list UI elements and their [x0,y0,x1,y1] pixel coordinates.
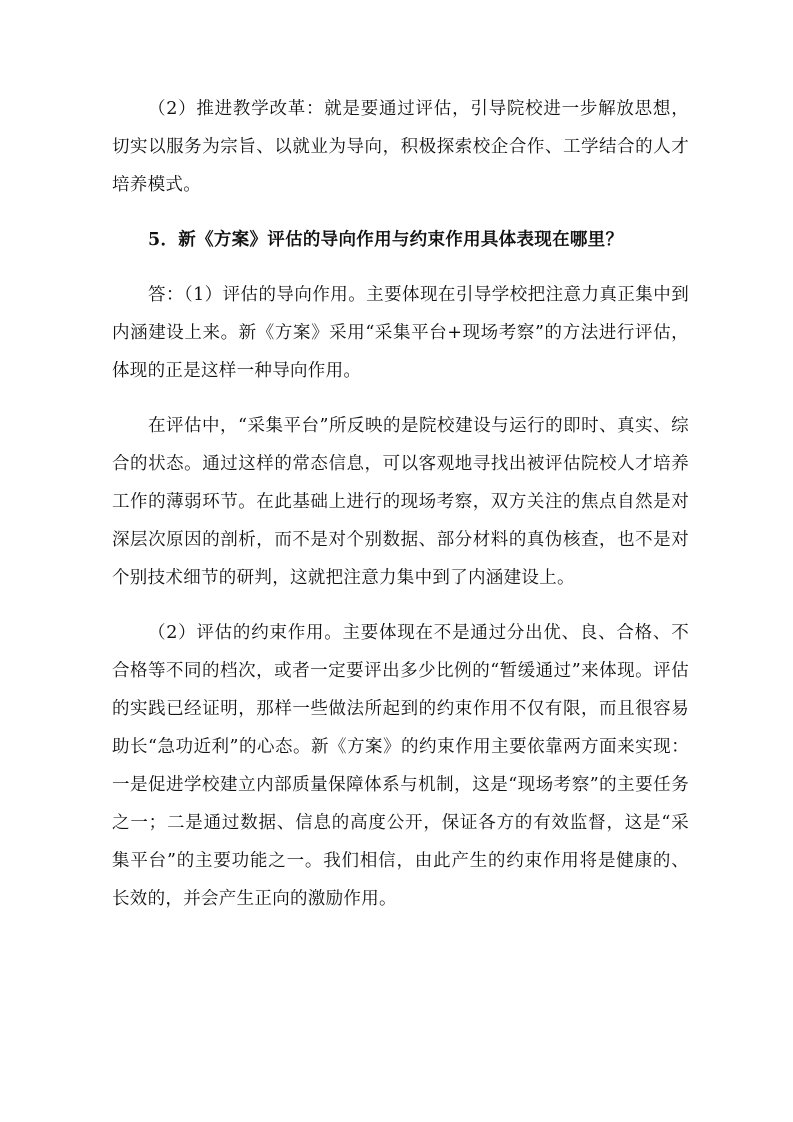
paragraph-guiding-role: 答：（1）评估的导向作用。主要体现在引导学校把注意力真正集中到内涵建设上来。新《方案》采用“采集平台+现场考察”的方法进行评估，体现的正是这样一种导向作用。 [112,285,689,381]
paragraph-teaching-reform: （2）推进教学改革：就是要通过评估，引导院校进一步解放思想，切实以服务为宗旨、以就业为导向，积极探索校企合作、工学结合的人才培养模式。 [112,99,689,195]
paragraph-constraint-role: （2）评估的约束作用。主要体现在不是通过分出优、良、合格、不合格等不同的档次，或者一定要评出多少比例的“暂缓通过”来体现。评估的实践已经证明，那样一些做法所起到的约束作用不仅有限，而且很容易助长“急功近利”的心态。新《方案》的约束作用主要依靠两方面来实现：一是促进学校建立内部质量保障体系与机制，这是“现场考察”的主要任务之一；二是通过数据、信息的高度公开，保证各方的有效监督，这是“采集平台”的主要功能之一。我们相信，由此产生的约束作用将是健康的、长效的，并会产生正向的激励作用。 [112,623,689,909]
paragraph-collection-platform: 在评估中，“采集平台”所反映的是院校建设与运行的即时、真实、综合的状态。通过这样的常态信息，可以客观地寻找出被评估院校人才培养工作的薄弱环节。在此基础上进行的现场考察，双方关注的焦点自然是对深层次原因的剖析，而不是对个别数据、部分材料的真伪核查，也不是对个别技术细节的研判，这就把注意力集中到了内涵建设上。 [112,416,689,588]
section-heading-question-5: 5．新《方案》评估的导向作用与约束作用具体表现在哪里？ [148,230,624,250]
